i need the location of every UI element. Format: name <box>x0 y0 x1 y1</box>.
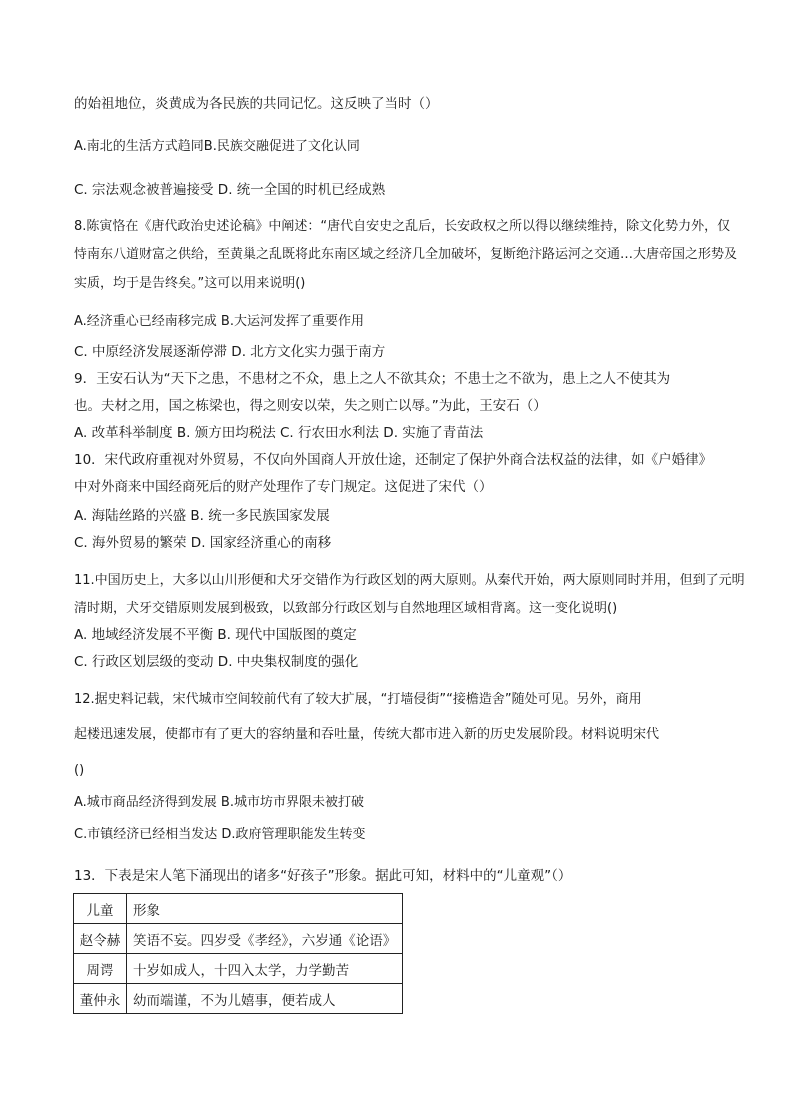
table-row <box>74 984 403 1014</box>
q12-options-ab: A.城市商品经济得到发展 B.城市坊市界限未被打破 <box>74 795 364 810</box>
question-11-line-1: 11.中国历史上，大多以山川形便和犬牙交错作为行政区划的两大原则。从秦代开始，两大原则同时并用，但到了元明 <box>74 573 745 588</box>
q7-options-ab: A.南北的生活方式趋同B.民族交融促进了文化认同 <box>74 139 360 154</box>
question-12-blank: () <box>74 763 85 778</box>
question-8-line-1: 8.陈寅恪在《唐代政治史述论稿》中阐述：“唐代自安史之乱后，长安政权之所以得以继续维持，除文化势力外，仅 <box>74 219 731 234</box>
q8-options-ab: A.经济重心已经南移完成 B.大运河发挥了重要作用 <box>74 314 364 329</box>
q10-options-cd: C. 海外贸易的繁荣 D. 国家经济重心的南移 <box>74 535 332 551</box>
question-12-line-2: 起楼迅速发展，使都市有了更大的容纳量和吞吐量，传统大都市进入新的历史发展阶段。材料说明宋代 <box>74 727 660 742</box>
table-header-cell: 形象 <box>127 894 403 924</box>
q11-options-cd: C. 行政区划层级的变动 D. 中央集权制度的强化 <box>74 654 359 670</box>
q11-options-ab: A. 地域经济发展不平衡 B. 现代中国版图的奠定 <box>74 627 357 643</box>
children-image-table <box>73 893 403 1014</box>
table-cell-name: 赵令赫 <box>74 924 127 954</box>
table-cell-image: 笑语不妄。四岁受《孝经》，六岁通《论语》 <box>127 924 403 954</box>
table-row <box>74 924 403 954</box>
q8-options-cd: C. 中原经济发展逐渐停滞 D. 北方文化实力强于南方 <box>74 344 386 360</box>
question-11-line-2: 清时期，犬牙交错原则发展到极致，以致部分行政区划与自然地理区域相背离。这一变化说明() <box>74 601 618 616</box>
table-cell-image: 幼而端谨，不为儿嬉事，便若成人 <box>127 984 403 1014</box>
question-13-stem: 13．下表是宋人笔下涌现出的诸多“好孩子”形象。据此可知，材料中的“儿童观”（） <box>74 868 572 884</box>
question-10-line-2: 中对外商来中国经商死后的财产处理作了专门规定。这促进了宋代（） <box>74 479 493 495</box>
question-10-line-1: 10．宋代政府重视对外贸易，不仅向外国商人开放仕途，还制定了保护外商合法权益的法律，如《户婚律》 <box>74 452 713 468</box>
question-9-line-2: 也。夫材之用，国之栋梁也，得之则安以荣，失之则亡以辱。”为此，王安石（） <box>74 398 547 414</box>
question-8-line-3: 实质，均于是告终矣。”这可以用来说明() <box>74 276 306 291</box>
table-cell-name: 周谔 <box>74 954 127 984</box>
q9-options: A. 改革科举制度 B. 颁方田均税法 C. 行农田水利法 D. 实施了青苗法 <box>74 425 484 441</box>
table-cell-name: 董仲永 <box>74 984 127 1014</box>
table-cell-image: 十岁如成人，十四入太学，力学勤苦 <box>127 954 403 984</box>
q7-options-cd: C. 宗法观念被普遍接受 D. 统一全国的时机已经成熟 <box>74 182 386 198</box>
q10-options-ab: A. 海陆丝路的兴盛 B. 统一多民族国家发展 <box>74 508 330 524</box>
table-header-cell: 儿童 <box>74 894 127 924</box>
table-row <box>74 954 403 984</box>
table-header-row <box>74 894 403 924</box>
question-8-line-2: 恃南东八道财富之供给，至黄巢之乱既将此东南区域之经济几全加破坏，复断绝汴路运河之交通…大唐帝国之形势及 <box>74 247 738 262</box>
q12-options-cd: C.市镇经济已经相当发达 D.政府管理职能发生转变 <box>74 827 366 842</box>
question-9-line-1: 9．王安石认为“天下之患，不患材之不众，患上之人不欲其众；不患士之不欲为，患上之人不使其为 <box>74 371 671 387</box>
question-7-stem-end: 的始祖地位，炎黄成为各民族的共同记忆。这反映了当时（） <box>74 96 439 112</box>
question-12-line-1: 12.据史料记载，宋代城市空间较前代有了较大扩展，“打墙侵街”“接檐造舍”随处可见。另外，商用 <box>74 692 642 707</box>
